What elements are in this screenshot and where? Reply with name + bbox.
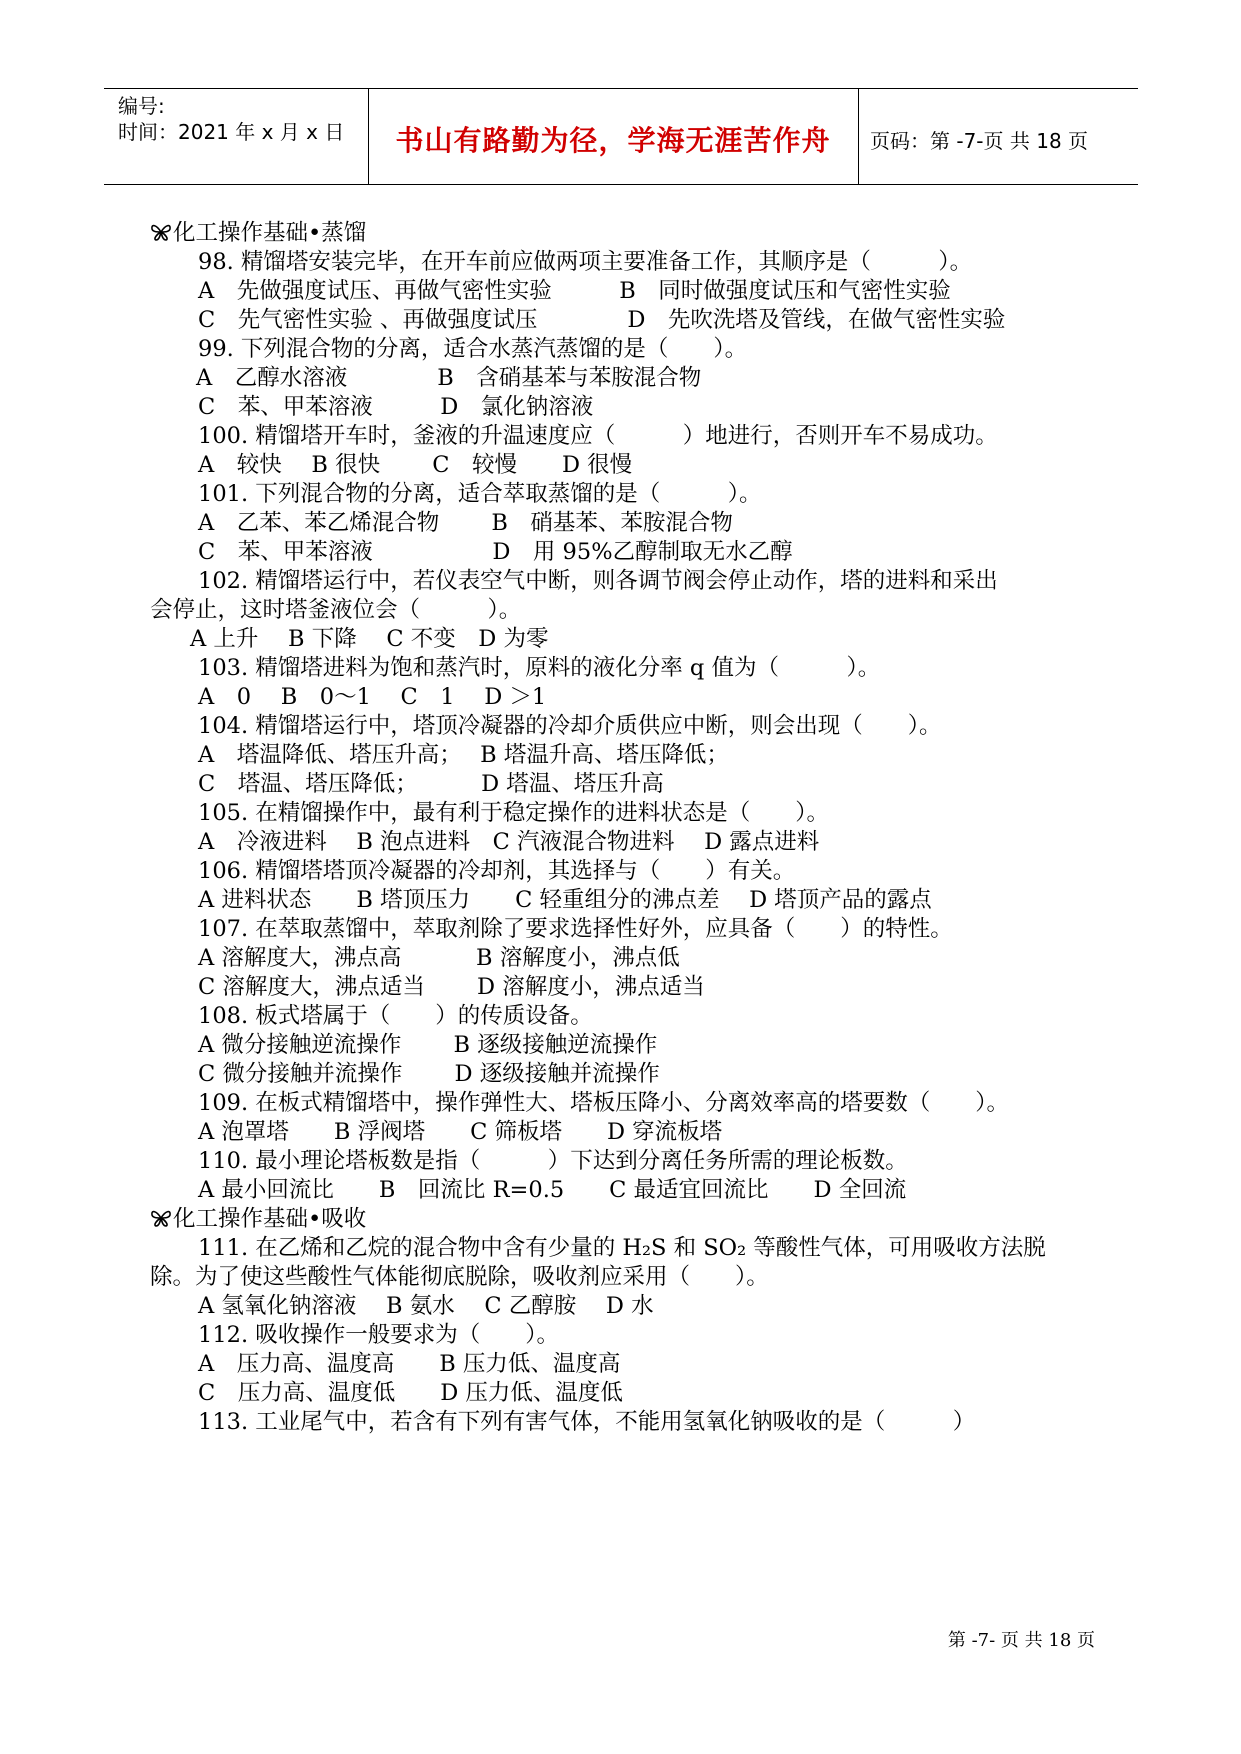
line-text: A 溶解度大，沸点高 B 溶解度小，沸点低: [198, 945, 680, 971]
line-text: 98. 精馏塔安装完毕，在开车前应做两项主要准备工作，其顺序是（ ）。: [198, 249, 973, 275]
line-text: A 进料状态 B 塔顶压力 C 轻重组分的沸点差 D 塔顶产品的露点: [198, 887, 932, 913]
line-text: A 冷液进料 B 泡点进料 C 汽液混合物进料 D 露点进料: [198, 829, 820, 855]
line-text: 105. 在精馏操作中，最有利于稳定操作的进料状态是（ ）。: [198, 800, 830, 826]
text-line: [198, 537, 793, 567]
line-text: 99. 下列混合物的分离，适合水蒸汽蒸馏的是（ ）。: [198, 336, 748, 362]
section-heading: [150, 218, 366, 248]
text-line: [198, 421, 998, 451]
text-line: [198, 1175, 906, 1205]
text-line: [198, 1001, 593, 1031]
text-line: [198, 1349, 620, 1379]
text-line: [198, 566, 998, 596]
header-motto: 书山有路勤为径，学海无涯苦作舟: [395, 124, 831, 157]
butterfly-icon: [150, 1206, 172, 1226]
line-text: 107. 在萃取蒸馏中，萃取剂除了要求选择性好外，应具备（ ）的特性。: [198, 916, 953, 942]
line-text: A 较快 B 很快 C 较慢 D 很慢: [198, 452, 633, 478]
text-line: [198, 1233, 1046, 1263]
line-text: A 微分接触逆流操作 B 逐级接触逆流操作: [198, 1032, 658, 1058]
text-line: [198, 1059, 660, 1089]
line-text: A 0 B 0～1 C 1 D ＞1: [198, 684, 547, 710]
page-footer: 第 -7- 页 共 18 页: [947, 1630, 1095, 1651]
line-text: 除。为了使这些酸性气体能彻底脱除，吸收剂应采用（ ）。: [150, 1264, 769, 1290]
text-line: [198, 827, 819, 857]
text-line: [198, 508, 733, 538]
line-text: A 先做强度试压、再做气密性实验 B 同时做强度试压和气密性实验: [198, 278, 951, 304]
text-line: [198, 1146, 908, 1176]
text-line: [198, 943, 680, 973]
line-text: C 微分接触并流操作 D 逐级接触并流操作: [198, 1061, 660, 1087]
text-line: [198, 334, 747, 364]
text-line: [198, 1407, 975, 1437]
line-text: C 苯、甲苯溶液 D 氯化钠溶液: [198, 394, 594, 420]
text-line: [196, 363, 701, 393]
text-line: [198, 769, 664, 799]
line-text: 108. 板式塔属于（ ）的传质设备。: [198, 1003, 593, 1029]
line-text: A 塔温降低、塔压升高； B 塔温升高、塔压降低；: [198, 742, 729, 768]
text-line: [198, 740, 729, 770]
text-line: [190, 624, 548, 654]
line-text: A 压力高、温度高 B 压力低、温度高: [198, 1351, 621, 1377]
line-text: A 最小回流比 B 回流比 R=0.5 C 最适宜回流比 D 全回流: [198, 1177, 907, 1203]
line-text: C 苯、甲苯溶液 D 用 95%乙醇制取无水乙醇: [198, 539, 793, 565]
text-line: [198, 450, 632, 480]
text-line: [198, 1088, 1009, 1118]
text-line: [198, 276, 951, 306]
line-text: 103. 精馏塔进料为饱和蒸汽时，原料的液化分率 q 值为（ ）。: [198, 655, 881, 681]
text-line: [198, 914, 953, 944]
line-text: 109. 在板式精馏塔中，操作弹性大、塔板压降小、分离效率高的塔要数（ ）。: [198, 1090, 1010, 1116]
text-line: [198, 1117, 722, 1147]
text-line: [198, 305, 1005, 335]
text-line: [150, 595, 521, 625]
text-line: [198, 856, 795, 886]
line-text: 104. 精馏塔运行中，塔顶冷凝器的冷却介质供应中断，则会出现（ ）。: [198, 713, 942, 739]
text-line: [198, 479, 762, 509]
line-text: A 乙苯、苯乙烯混合物 B 硝基苯、苯胺混合物: [198, 510, 733, 536]
line-text: 106. 精馏塔塔顶冷凝器的冷却剂，其选择与（ ）有关。: [198, 858, 796, 884]
line-text: 100. 精馏塔开车时，釜液的升温速度应（ ）地进行，否则开车不易成功。: [198, 423, 998, 449]
line-text: C 溶解度大，沸点适当 D 溶解度小，沸点适当: [198, 974, 705, 1000]
text-line: [198, 247, 972, 277]
text-line: [198, 711, 942, 741]
line-text: C 先气密性实验 、再做强度试压 D 先吹洗塔及管线，在做气密性实验: [198, 307, 1006, 333]
text-line: [198, 972, 705, 1002]
line-text: 112. 吸收操作一般要求为（ ）。: [198, 1322, 560, 1348]
text-line: [198, 1378, 623, 1408]
line-text: 113. 工业尾气中，若含有下列有害气体，不能用氢氧化钠吸收的是（ ）: [198, 1409, 976, 1435]
line-text: A 乙醇水溶液 B 含硝基苯与苯胺混合物: [196, 365, 702, 391]
text-line: [198, 653, 880, 683]
line-text: C 塔温、塔压降低； D 塔温、塔压升高: [198, 771, 664, 797]
line-text: 111. 在乙烯和乙烷的混合物中含有少量的 H₂S 和 SO₂ 等酸性气体，可用吸收方法脱: [198, 1235, 1046, 1261]
line-text: 化工操作基础•吸收: [173, 1206, 367, 1232]
section-heading: [150, 1204, 366, 1234]
document-number-label: 编号:: [118, 94, 165, 118]
text-line: [198, 1291, 654, 1321]
line-text: 会停止，这时塔釜液位会（ ）。: [150, 597, 522, 623]
text-line: [198, 798, 829, 828]
line-text: C 压力高、温度低 D 压力低、温度低: [198, 1380, 623, 1406]
butterfly-icon: [150, 220, 172, 240]
line-text: A 泡罩塔 B 浮阀塔 C 筛板塔 D 穿流板塔: [198, 1119, 723, 1145]
line-text: 102. 精馏塔运行中，若仪表空气中断，则各调节阀会停止动作，塔的进料和采出: [198, 568, 998, 594]
header-page-info: 页码：第 -7-页 共 18 页: [870, 129, 1089, 153]
text-line: [198, 885, 932, 915]
line-text: 化工操作基础•蒸馏: [173, 220, 367, 246]
line-text: A 氢氧化钠溶液 B 氨水 C 乙醇胺 D 水: [198, 1293, 654, 1319]
line-text: A 上升 B 下降 C 不变 D 为零: [190, 626, 549, 652]
line-text: 110. 最小理论塔板数是指（ ）下达到分离任务所需的理论板数。: [198, 1148, 908, 1174]
text-line: [198, 1030, 657, 1060]
text-line: [198, 682, 546, 712]
text-line: [150, 1262, 769, 1292]
text-line: [198, 392, 593, 422]
line-text: 101. 下列混合物的分离，适合萃取蒸馏的是（ ）。: [198, 481, 762, 507]
text-line: [198, 1320, 559, 1350]
document-time: 时间：2021 年 x 月 x 日: [118, 120, 345, 144]
